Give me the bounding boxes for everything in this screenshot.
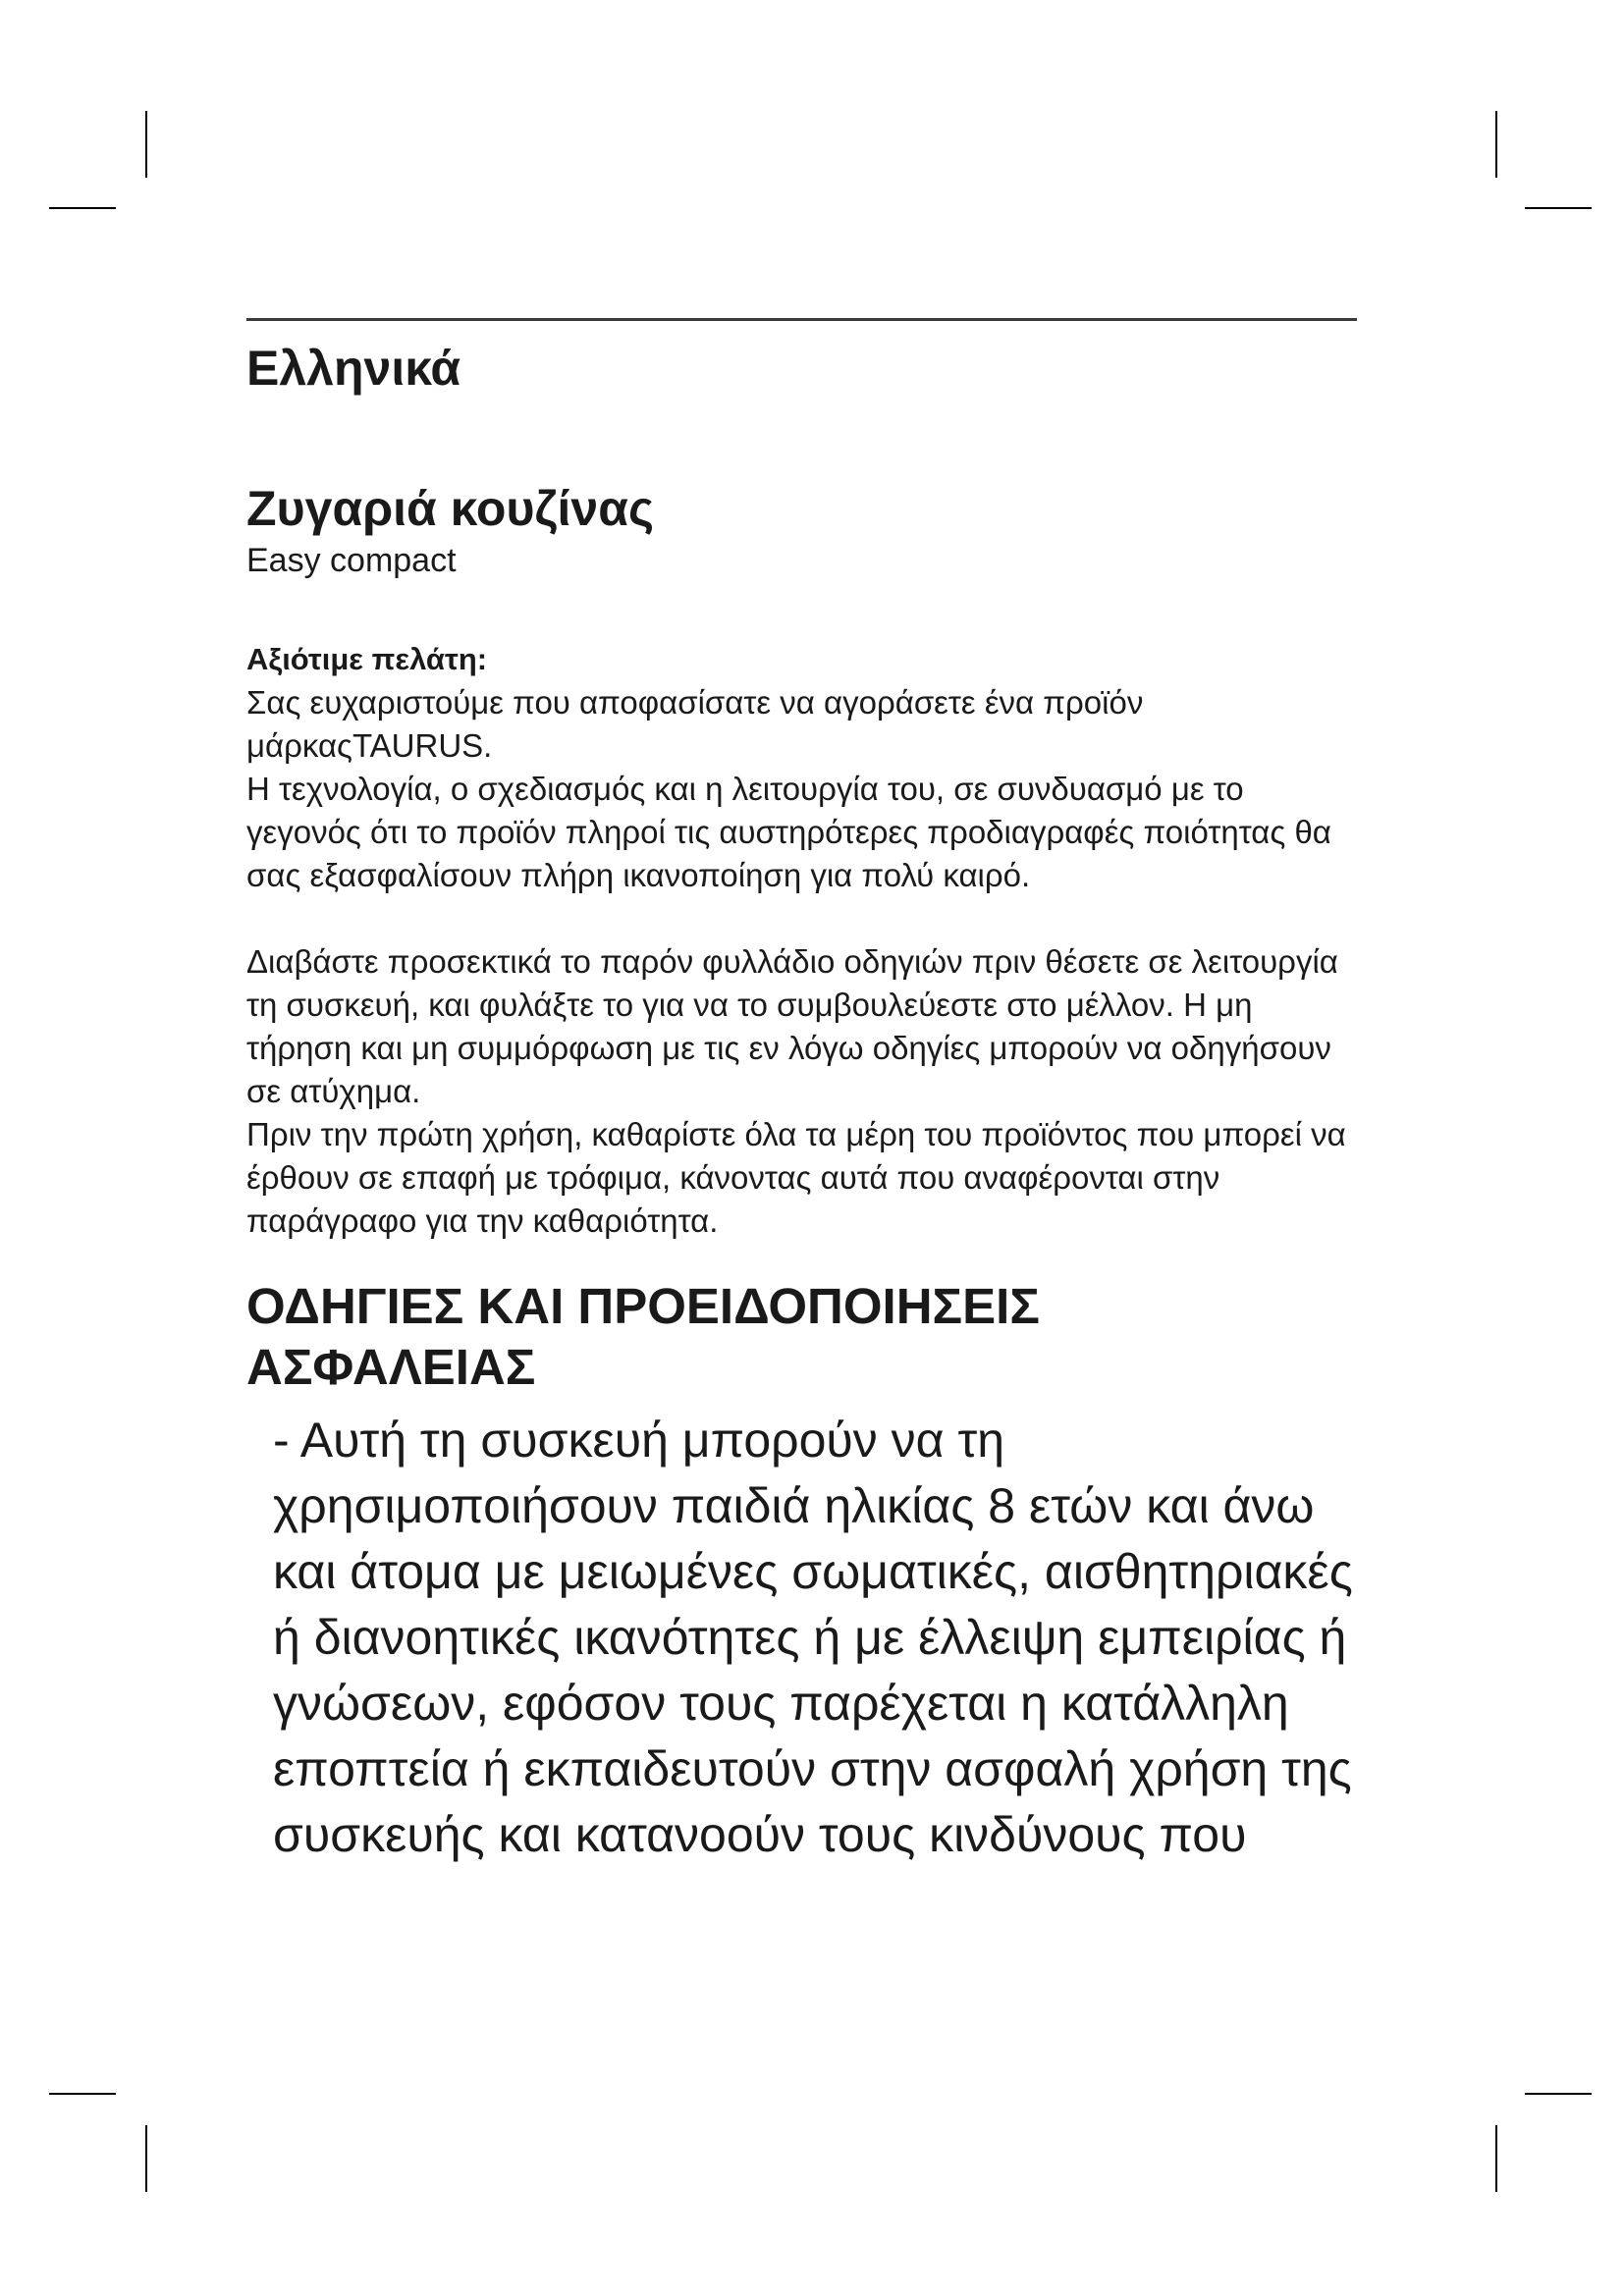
crop-mark-top-left-horizontal [49, 207, 116, 209]
crop-mark-top-right-horizontal [1525, 207, 1592, 209]
page-content [246, 334, 1385, 1868]
salutation: Αξιότιμε πελάτη: [246, 642, 488, 676]
intro-paragraph-quality: Η τεχνολογία, ο σχεδιασμός και η λειτουργία του, σε συνδυασμό με το γεγονός ότι το προϊόν πληροί τις αυστηρότερες προδιαγραφές ποιότητας θα σας εξασφαλίσουν πλήρη ικανοποίηση για πολύ καιρό. [246, 771, 1331, 893]
crop-mark-bottom-left-horizontal [49, 2093, 116, 2095]
crop-mark-bottom-right-vertical [1495, 2125, 1497, 2192]
crop-mark-bottom-right-horizontal [1525, 2093, 1592, 2095]
crop-mark-top-right-vertical [1495, 111, 1497, 178]
crop-mark-bottom-left-vertical [145, 2125, 147, 2192]
safety-item-children: - Αυτή τη συσκευή μπορούν να τη χρησιμοποιήσουν παιδιά ηλικίας 8 ετών και άνω και άτομα με μειωμένες σωματικές, αισθητηριακές ή διανοητικές ικανότητες ή με έλλειψη εμπειρίας ή γνώσεων, εφόσον τους παρέχεται η κατάλληλη εποπτεία ή εκπαιδευτούν στην ασφαλή χρήση της συσκευής και κατανοούν τους κινδύνους που [273, 1413, 1353, 1862]
intro-paragraph-first-use: Πριν την πρώτη χρήση, καθαρίστε όλα τα μέρη του προϊόντος που μπορεί να έρθουν σε επαφή με τρόφιμα, κάνοντας αυτά που αναφέρονται στην παράγραφο για την καθαριότητα. [246, 1116, 1346, 1239]
crop-mark-top-left-vertical [145, 111, 147, 178]
intro-paragraph-read-instructions: Διαβάστε προσεκτικά το παρόν φυλλάδιο οδηγιών πριν θέσετε σε λειτουργία τη συσκευή, και φυλάξτε το για να το συμβουλεύεστε στο μέλλον. Η μη τήρηση και μη συμμόρφωση με τις εν λόγω οδηγίες μπορούν να οδηγήσουν σε ατύχημα. [246, 943, 1338, 1109]
header-rule [246, 318, 1357, 321]
product-title: Ζυγαριά κουζίνας [246, 481, 654, 536]
paragraph-gap [246, 897, 1385, 940]
language-heading: Ελληνικά [246, 341, 461, 396]
safety-heading: ΟΔΗΓΙΕΣ ΚΑΙ ΠΡΟΕΙΔΟΠΟΙΗΣΕΙΣ ΑΣΦΑΛΕΙΑΣ [246, 1278, 1040, 1395]
intro-paragraph-thanks: Σας ευχαριστούμε που αποφασίσατε να αγοράσετε ένα προϊόν μάρκαςTAURUS. [246, 684, 1144, 764]
product-model: Easy compact [246, 542, 457, 579]
